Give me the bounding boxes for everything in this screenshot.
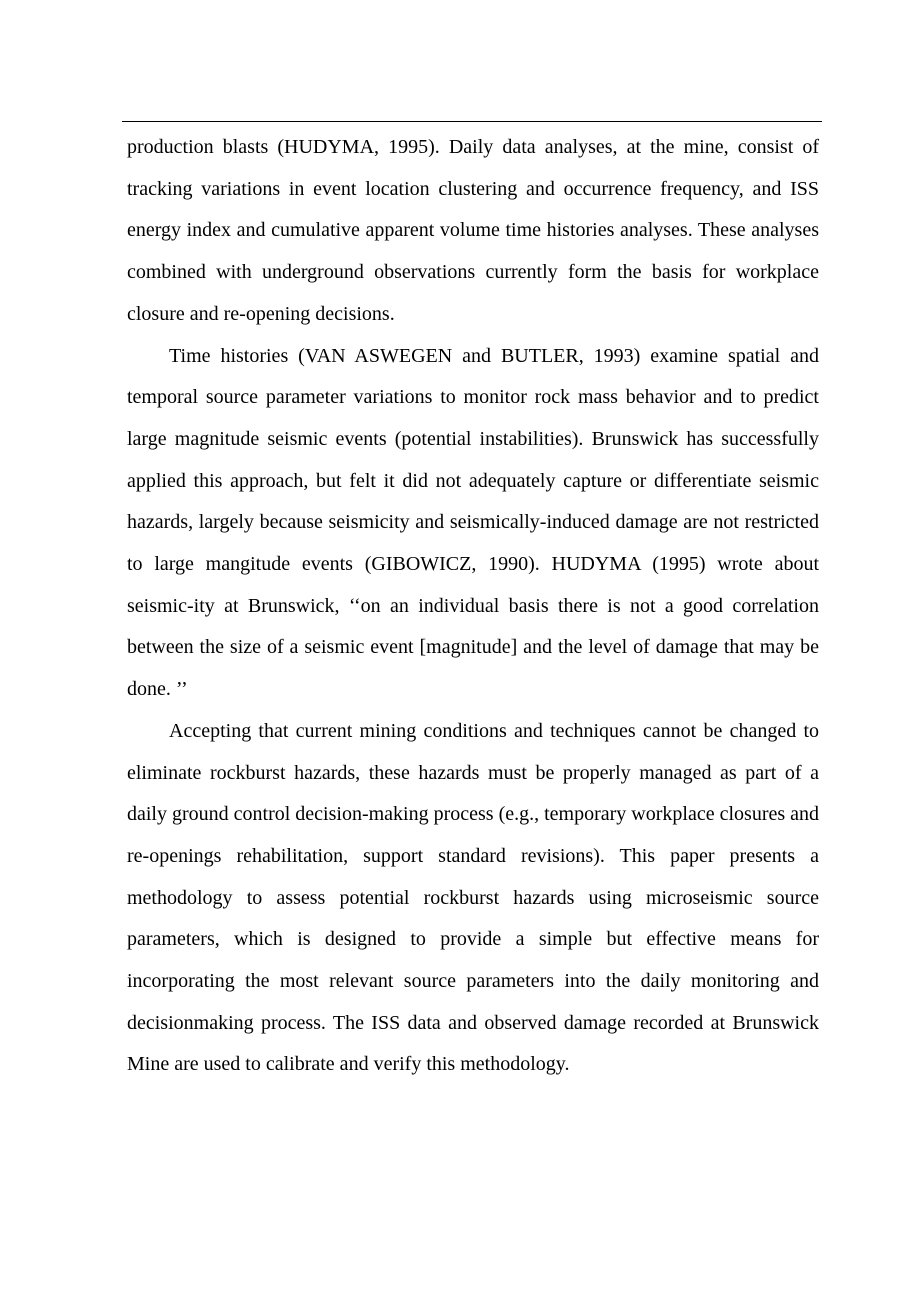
paragraph-3: Accepting that current mining conditions and techniques cannot be changed to eliminate rockburst hazards, these hazards must be properly managed as part of a daily ground control decision-making process (e.g., temporary workplace closures and re-openings rehabilitation, support standard revisions). This paper presents a methodology to assess potential rockburst hazards using microseismic source parameters, which is designed to provide a simple but effective means for incorporating the most relevant source parameters into the daily monitoring and decisionmaking process. The ISS data and observed damage recorded at Brunswick Mine are used to calibrate and verify this methodology. xyxy=(127,719,820,1076)
paragraph-1: production blasts (HUDYMA, 1995). Daily data analyses, at the mine, consist of tracking variations in event location clustering and occurrence frequency, and ISS energy index and cumulative apparent volume time histories analyses. These analyses combined with underground observations currently form the basis for workplace closure and re-opening decisions. xyxy=(127,136,819,325)
paragraph-2: Time histories (VAN ASWEGEN and BUTLER, 1993) examine spatial and temporal source parameter variations to monitor rock mass behavior and to predict large magnitude seismic events (potential instabilities). Brunswick has successfully applied this approach, but felt it did not adequately capture or differentiate seismic hazards, largely because seismicity and seismically-induced damage are not restricted to large mangitude events (GIBOWICZ, 1990). HUDYMA (1995) wrote about seismic-ity at Brunswick, ‘‘on an individual basis there is not a good correlation between the size of a seismic event [magnitude] and the level of damage that may be done. ’’ xyxy=(127,344,819,701)
body-text xyxy=(127,127,819,1086)
header-rule xyxy=(122,121,822,122)
